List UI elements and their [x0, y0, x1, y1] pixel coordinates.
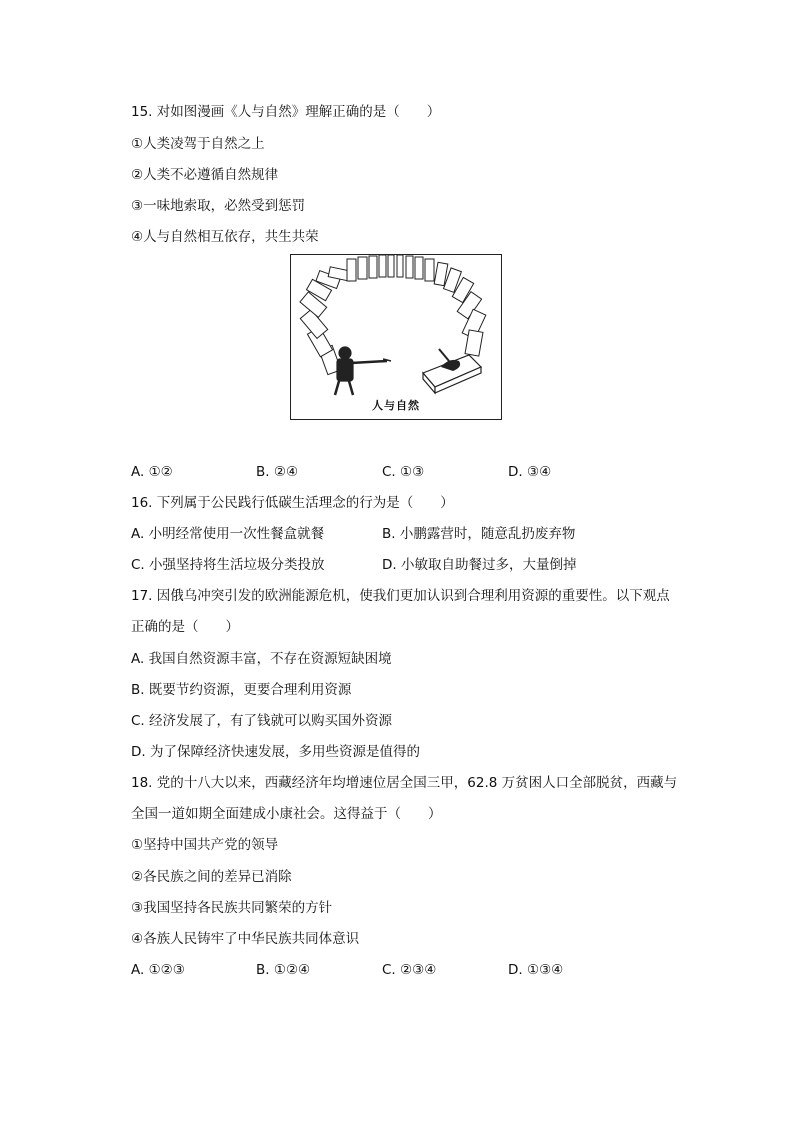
q17-option-d: D. 为了保障经济快速发展，多用些资源是值得的	[131, 744, 420, 760]
q16-option-b: B. 小鹏露营时，随意乱扔废弃物	[382, 526, 576, 542]
q16-option-c: C. 小强坚持将生活垃圾分类投放	[131, 557, 325, 573]
q15-stem: 15. 对如图漫画《人与自然》理解正确的是（ ）	[131, 104, 441, 120]
q15-statement-4: ④人与自然相互依存，共生共荣	[131, 229, 319, 245]
q18-statement-3: ③我国坚持各民族共同繁荣的方针	[131, 900, 333, 916]
q17-option-a: A. 我国自然资源丰富，不存在资源短缺困境	[131, 651, 392, 667]
q15-option-d: D. ③④	[508, 464, 552, 480]
q16-stem: 16. 下列属于公民践行低碳生活理念的行为是（ ）	[131, 495, 454, 511]
q17-stem-line2: 正确的是（ ）	[131, 619, 239, 635]
q15-statement-2: ②人类不必遵循自然规律	[131, 167, 279, 183]
q18-option-b: B. ①②④	[256, 962, 311, 978]
q17-stem-line1: 17. 因俄乌冲突引发的欧洲能源危机，使我们更加认识到合理利用资源的重要性。以下观点	[131, 588, 670, 604]
q18-stem-line1: 18. 党的十八大以来，西藏经济年均增速位居全国三甲，62.8 万贫困人口全部脱贫，西藏与	[131, 775, 678, 791]
q17-option-b: B. 既要节约资源，更要合理利用资源	[131, 682, 352, 698]
q18-option-a: A. ①②③	[131, 962, 185, 978]
q15-option-c: C. ①③	[382, 464, 425, 480]
q18-statement-1: ①坚持中国共产党的领导	[131, 837, 279, 853]
q16-option-a: A. 小明经常使用一次性餐盒就餐	[131, 526, 325, 542]
q15-statement-3: ③一味地索取，必然受到惩罚	[131, 198, 306, 214]
q18-option-d: D. ①③④	[508, 962, 564, 978]
q16-option-d: D. 小敏取自助餐过多，大量倒掉	[382, 557, 577, 573]
q18-stem-line2: 全国一道如期全面建成小康社会。这得益于（ ）	[131, 806, 442, 822]
q15-option-b: B. ②④	[256, 464, 299, 480]
q18-statement-4: ④各族人民铸牢了中华民族共同体意识	[131, 931, 360, 947]
cartoon-illustration	[291, 255, 501, 419]
q18-statement-2: ②各民族之间的差异已消除	[131, 869, 292, 885]
q18-option-c: C. ②③④	[382, 962, 437, 978]
q15-statement-1: ①人类凌驾于自然之上	[131, 136, 265, 152]
q15-option-a: A. ①②	[131, 464, 173, 480]
cartoon-figure	[290, 254, 502, 420]
figure-caption: 人与自然	[372, 399, 420, 412]
q17-option-c: C. 经济发展了，有了钱就可以购买国外资源	[131, 713, 393, 729]
